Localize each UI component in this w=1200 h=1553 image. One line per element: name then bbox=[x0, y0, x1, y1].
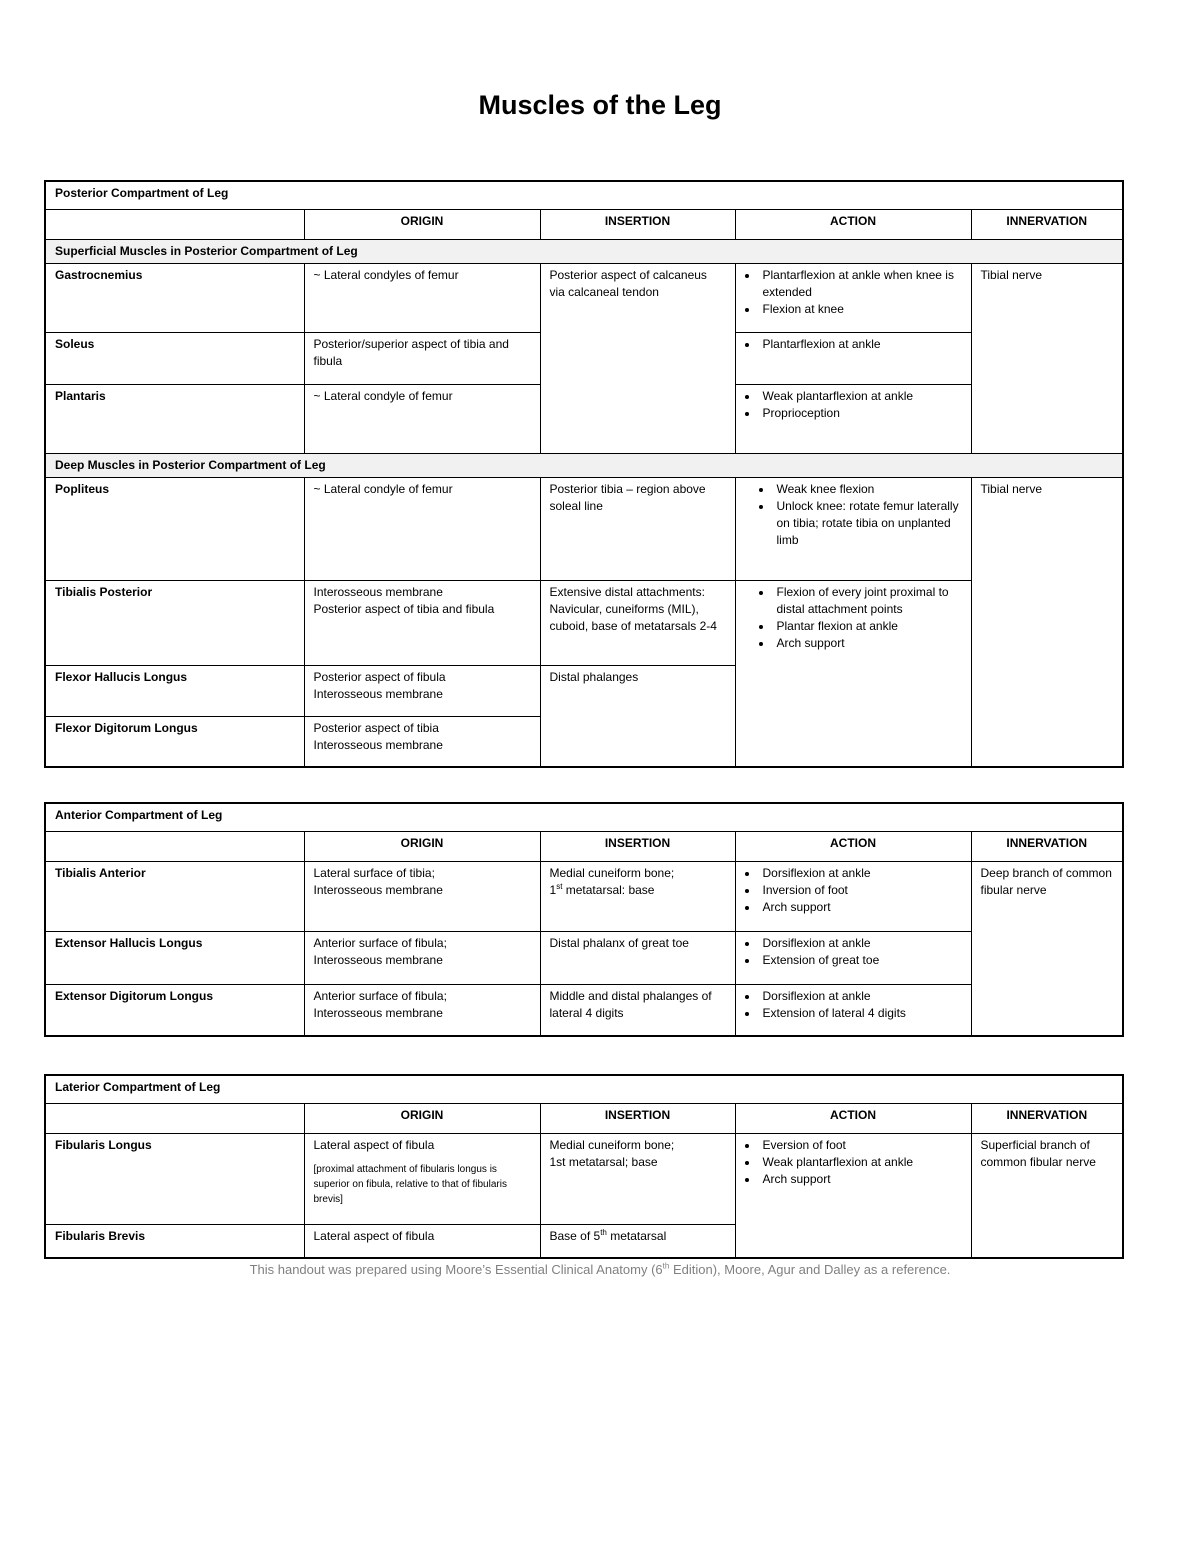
header-action: ACTION bbox=[735, 1103, 971, 1133]
list-item: • Weak plantarflexion at ankle bbox=[759, 1154, 962, 1171]
text-part: metatarsal: base bbox=[562, 882, 655, 897]
muscle-name: Tibialis Anterior bbox=[45, 861, 304, 931]
origin-cell: ~ Lateral condyles of femur bbox=[304, 263, 540, 332]
muscle-name: Plantaris bbox=[45, 384, 304, 453]
table-row bbox=[45, 861, 1123, 931]
muscle-name: Extensor Digitorum Longus bbox=[45, 984, 304, 1036]
header-blank bbox=[45, 831, 304, 861]
innervation-cell: Deep branch of common fibular nerve bbox=[971, 861, 1123, 1036]
innervation-cell: Tibial nerve bbox=[971, 477, 1123, 767]
muscle-name: Gastrocnemius bbox=[45, 263, 304, 332]
innervation-cell: Superficial branch of common fibular nerve bbox=[971, 1133, 1123, 1258]
origin-line: Interosseous membrane bbox=[313, 584, 443, 599]
list-item: • Flexion of every joint proximal to distal attachment points bbox=[773, 584, 962, 618]
superscript: th bbox=[662, 1261, 670, 1271]
insertion-cell: Posterior tibia – region above soleal line bbox=[540, 477, 735, 580]
muscle-name: Popliteus bbox=[45, 477, 304, 580]
action-cell bbox=[735, 931, 971, 984]
origin-line: Interosseous membrane bbox=[313, 882, 443, 897]
insertion-cell: Posterior aspect of calcaneus via calcaneal tendon bbox=[540, 263, 735, 453]
origin-line: Lateral aspect of fibula bbox=[313, 1137, 435, 1152]
muscle-name: Flexor Hallucis Longus bbox=[45, 665, 304, 716]
table-caption: Laterior Compartment of Leg bbox=[45, 1075, 1123, 1103]
list-item: • Extension of great toe bbox=[759, 952, 962, 969]
superscript: th bbox=[600, 1227, 607, 1237]
lateral-compartment-table bbox=[44, 1074, 1124, 1259]
insertion-line: Medial cuneiform bone; bbox=[549, 1137, 675, 1152]
text-part: Edition), Moore, Agur and Dalley as a reference. bbox=[669, 1262, 951, 1277]
muscle-name: Fibularis Longus bbox=[45, 1133, 304, 1224]
muscle-name: Extensor Hallucis Longus bbox=[45, 931, 304, 984]
header-origin: ORIGIN bbox=[304, 831, 540, 861]
action-cell bbox=[735, 263, 971, 332]
origin-cell bbox=[304, 861, 540, 931]
muscle-name: Flexor Digitorum Longus bbox=[45, 716, 304, 767]
list-item: • Eversion of foot bbox=[759, 1137, 962, 1154]
origin-line: Interosseous membrane bbox=[313, 686, 443, 701]
list-item: • Extension of lateral 4 digits bbox=[759, 1005, 962, 1022]
header-origin: ORIGIN bbox=[304, 1103, 540, 1133]
table-row bbox=[45, 477, 1123, 580]
list-item: • Dorsiflexion at ankle bbox=[759, 988, 962, 1005]
insertion-line: 1st metatarsal; base bbox=[549, 1154, 658, 1169]
text-part: Base of 5 bbox=[549, 1228, 601, 1243]
list-item: • Dorsiflexion at ankle bbox=[759, 865, 962, 882]
origin-line: Posterior aspect of fibula bbox=[313, 669, 446, 684]
action-cell bbox=[735, 384, 971, 453]
origin-cell bbox=[304, 1133, 540, 1224]
table-row bbox=[45, 931, 1123, 984]
table-row bbox=[45, 1133, 1123, 1224]
header-blank bbox=[45, 1103, 304, 1133]
origin-line: Posterior aspect of tibia and fibula bbox=[313, 601, 495, 616]
header-innervation: INNERVATION bbox=[971, 209, 1123, 239]
action-cell bbox=[735, 984, 971, 1036]
origin-line: Lateral surface of tibia; bbox=[313, 865, 435, 880]
header-action: ACTION bbox=[735, 209, 971, 239]
origin-line: Anterior surface of fibula; bbox=[313, 988, 447, 1003]
origin-cell bbox=[304, 931, 540, 984]
origin-cell: ~ Lateral condyle of femur bbox=[304, 477, 540, 580]
origin-cell: Posterior/superior aspect of tibia and fibula bbox=[304, 332, 540, 384]
table-row bbox=[45, 984, 1123, 1036]
list-item: • Arch support bbox=[773, 635, 962, 652]
list-item: • Inversion of foot bbox=[759, 882, 962, 899]
origin-line: Interosseous membrane bbox=[313, 952, 443, 967]
origin-cell bbox=[304, 984, 540, 1036]
origin-line: Anterior surface of fibula; bbox=[313, 935, 447, 950]
muscle-name: Soleus bbox=[45, 332, 304, 384]
header-insertion: INSERTION bbox=[540, 831, 735, 861]
list-item: • Arch support bbox=[759, 899, 962, 916]
header-insertion: INSERTION bbox=[540, 209, 735, 239]
origin-line: Posterior aspect of tibia bbox=[313, 720, 439, 735]
insertion-cell: Extensive distal attachments: Navicular, cuneiforms (MIL), cuboid, base of metatarsals 2-4 bbox=[540, 580, 735, 665]
posterior-compartment-table bbox=[44, 180, 1124, 768]
table-row bbox=[45, 263, 1123, 332]
list-item: • Plantarflexion at ankle bbox=[759, 336, 962, 353]
list-item: • Dorsiflexion at ankle bbox=[759, 935, 962, 952]
header-action: ACTION bbox=[735, 831, 971, 861]
origin-line: Interosseous membrane bbox=[313, 737, 443, 752]
insertion-cell bbox=[540, 1133, 735, 1224]
action-cell bbox=[735, 477, 971, 580]
section-label: Superficial Muscles in Posterior Compartment of Leg bbox=[45, 239, 1123, 263]
muscle-name: Tibialis Posterior bbox=[45, 580, 304, 665]
page-title: Muscles of the Leg bbox=[478, 90, 722, 120]
action-cell bbox=[735, 861, 971, 931]
origin-cell: ~ Lateral condyle of femur bbox=[304, 384, 540, 453]
insertion-cell: Distal phalanx of great toe bbox=[540, 931, 735, 984]
list-item: • Proprioception bbox=[759, 405, 962, 422]
table-caption: Posterior Compartment of Leg bbox=[45, 181, 1123, 209]
anterior-compartment-table bbox=[44, 802, 1124, 1037]
insertion-cell bbox=[540, 1224, 735, 1258]
origin-cell bbox=[304, 580, 540, 665]
list-item: • Weak knee flexion bbox=[773, 481, 962, 498]
list-item: • Flexion at knee bbox=[759, 301, 962, 318]
header-origin: ORIGIN bbox=[304, 209, 540, 239]
origin-line: Interosseous membrane bbox=[313, 1005, 443, 1020]
text-part: 1 bbox=[549, 882, 557, 897]
superscript: st bbox=[556, 881, 563, 891]
header-innervation: INNERVATION bbox=[971, 1103, 1123, 1133]
origin-cell: Lateral aspect of fibula bbox=[304, 1224, 540, 1258]
header-blank bbox=[45, 209, 304, 239]
list-item: • Arch support bbox=[759, 1171, 962, 1188]
insertion-cell: Middle and distal phalanges of lateral 4 digits bbox=[540, 984, 735, 1036]
table-caption: Anterior Compartment of Leg bbox=[45, 803, 1123, 831]
insertion-line: Medial cuneiform bone; bbox=[549, 865, 675, 880]
section-label: Deep Muscles in Posterior Compartment of Leg bbox=[45, 453, 1123, 477]
action-cell bbox=[735, 332, 971, 384]
list-item: • Weak plantarflexion at ankle bbox=[759, 388, 962, 405]
header-insertion: INSERTION bbox=[540, 1103, 735, 1133]
footnote bbox=[0, 1262, 1200, 1277]
text-part: metatarsal bbox=[606, 1228, 667, 1243]
list-item: • Plantar flexion at ankle bbox=[773, 618, 962, 635]
insertion-cell: Distal phalanges bbox=[540, 665, 735, 767]
header-innervation: INNERVATION bbox=[971, 831, 1123, 861]
muscle-name: Fibularis Brevis bbox=[45, 1224, 304, 1258]
list-item: • Plantarflexion at ankle when knee is extended bbox=[759, 267, 962, 301]
insertion-cell bbox=[540, 861, 735, 931]
origin-note: [proximal attachment of fibularis longus is superior on fibula, relative to that of fibularis brevis] bbox=[313, 1163, 507, 1205]
action-cell bbox=[735, 1133, 971, 1258]
innervation-cell: Tibial nerve bbox=[971, 263, 1123, 453]
table-row bbox=[45, 580, 1123, 665]
action-cell bbox=[735, 580, 971, 767]
origin-cell bbox=[304, 665, 540, 716]
text-part: This handout was prepared using Moore’s Essential Clinical Anatomy (6 bbox=[249, 1262, 663, 1277]
insertion-line bbox=[550, 882, 726, 899]
list-item: • Unlock knee: rotate femur laterally on tibia; rotate tibia on unplanted limb bbox=[773, 498, 962, 549]
origin-cell bbox=[304, 716, 540, 767]
